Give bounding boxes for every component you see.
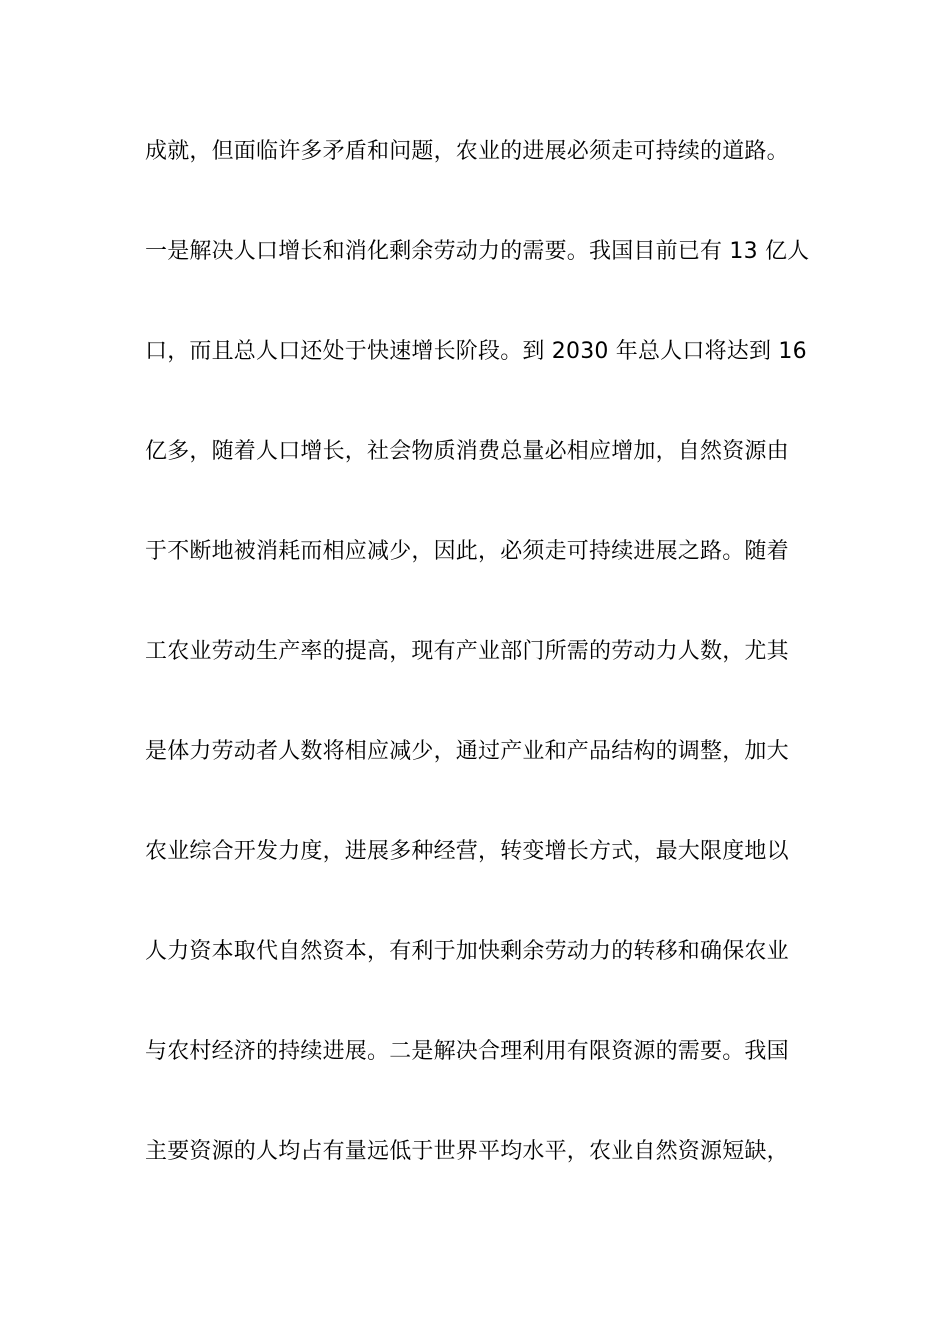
text-line: 与农村经济的持续进展。二是解决合理利用有限资源的需要。我国 [145,1039,789,1064]
text-line: 亿多，随着人口增长，社会物质消费总量必相应增加，自然资源由 [145,439,789,464]
text-line: 一是解决人口增长和消化剩余劳动力的需要。我国目前已有 13 亿人 [145,239,810,264]
text-line: 工农业劳动生产率的提高，现有产业部门所需的劳动力人数，尤其 [145,639,789,664]
text-line: 人力资本取代自然资本，有利于加快剩余劳动力的转移和确保农业 [145,939,789,964]
text-line: 成就，但面临许多矛盾和问题，农业的进展必须走可持续的道路。 [145,139,789,164]
text-line: 是体力劳动者人数将相应减少，通过产业和产品结构的调整，加大 [145,739,789,764]
body-text [145,126,815,1226]
text-line: 口，而且总人口还处于快速增长阶段。到 2030 年总人口将达到 16 [145,339,807,364]
text-line: 主要资源的人均占有量远低于世界平均水平，农业自然资源短缺， [145,1139,789,1164]
text-line: 农业综合开发力度，进展多种经营，转变增长方式，最大限度地以 [145,839,789,864]
text-line: 于不断地被消耗而相应减少，因此，必须走可持续进展之路。随着 [145,539,789,564]
